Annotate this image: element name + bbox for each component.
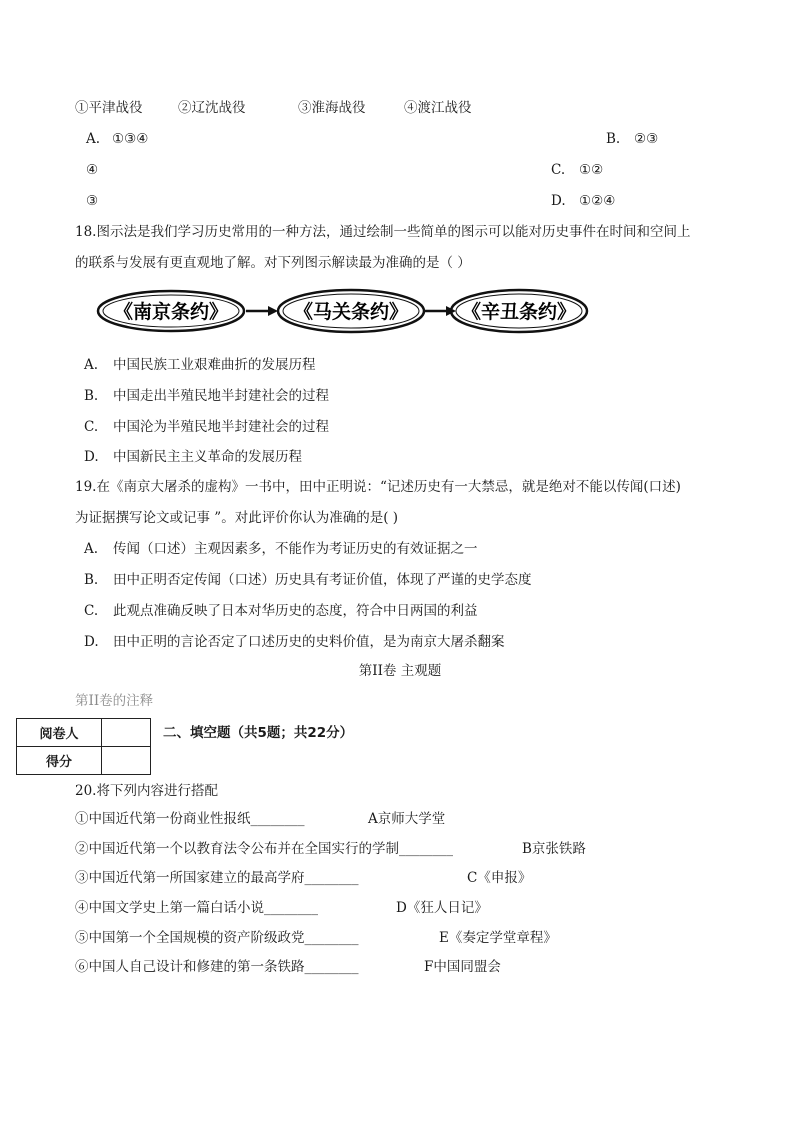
q20-right-item-a: A京师大学堂 xyxy=(368,811,446,827)
treaty-flow-diagram xyxy=(95,285,595,343)
q19-option-b-label: B. xyxy=(84,572,99,588)
q20-left-item-2: ②中国近代第一个以教育法令公布并在全国实行的学制________ xyxy=(75,841,453,857)
q17-option-c-continuation: ③ xyxy=(86,193,99,209)
q17-option-b-label: B. xyxy=(606,131,621,147)
q18-option-c-text: 中国沦为半殖民地半封建社会的过程 xyxy=(113,419,329,435)
diagram-treaty-nanjing: 《南京条约》 xyxy=(113,301,229,323)
q17-option-c-text: ①② xyxy=(579,162,604,178)
q20-left-item-6: ⑥中国人自己设计和修建的第一条铁路________ xyxy=(75,959,359,975)
q18-stem-line-1: 18.图示法是我们学习历史常用的一种方法，通过绘制一些简单的图示可以能对历史事件在时间和空间上 xyxy=(75,224,691,240)
q17-option-b-continuation: ④ xyxy=(86,162,99,178)
q20-left-item-5: ⑤中国第一个全国规模的资产阶级政党________ xyxy=(75,930,359,946)
q17-item-2: ②辽沈战役 xyxy=(178,100,246,116)
grader-field[interactable] xyxy=(102,719,151,747)
q19-stem-line-2: 为证据撰写论文或记事 ”。对此评价你认为准确的是( ) xyxy=(75,510,399,526)
q17-item-4: ④渡江战役 xyxy=(404,100,472,116)
q18-option-b-text: 中国走出半殖民地半封建社会的过程 xyxy=(113,388,329,404)
section-2-heading: 二、填空题（共5题；共22分） xyxy=(163,725,354,741)
q20-left-item-3: ③中国近代第一所国家建立的最高学府________ xyxy=(75,870,359,886)
q20-right-item-e: E《奏定学堂章程》 xyxy=(439,930,557,946)
q20-left-item-1: ①中国近代第一份商业性报纸________ xyxy=(75,811,305,827)
q19-option-d-text: 田中正明的言论否定了口述历史的史料价值，是为南京大屠杀翻案 xyxy=(113,634,505,650)
q18-option-a-text: 中国民族工业艰难曲折的发展历程 xyxy=(113,357,316,373)
q17-option-a-label: A. xyxy=(86,131,101,147)
q17-option-b-text: ②③ xyxy=(634,131,659,147)
q19-option-c-text: 此观点准确反映了日本对华历史的态度，符合中日两国的利益 xyxy=(113,603,478,619)
q18-option-d-label: D. xyxy=(84,449,99,465)
diagram-treaty-boxer: 《辛丑条约》 xyxy=(461,301,577,323)
q18-option-a-label: A. xyxy=(84,357,99,373)
q20-right-item-f: F中国同盟会 xyxy=(424,959,501,975)
q18-stem-line-2: 的联系与发展有更直观地了解。对下列图示解读最为准确的是（ ） xyxy=(75,255,471,271)
q20-left-item-4: ④中国文学史上第一篇白话小说________ xyxy=(75,900,318,916)
q17-item-3: ③淮海战役 xyxy=(298,100,366,116)
q19-option-d-label: D. xyxy=(84,634,99,650)
arrow-1-head xyxy=(268,306,278,316)
score-field[interactable] xyxy=(102,747,151,775)
q20-right-item-b: B京张铁路 xyxy=(522,841,586,857)
q17-option-a-text: ①③④ xyxy=(112,131,149,147)
q19-option-a-label: A. xyxy=(84,541,99,557)
q17-option-d-text: ①②④ xyxy=(579,193,616,209)
q18-option-b-label: B. xyxy=(84,388,99,404)
q19-option-c-label: C. xyxy=(84,603,99,619)
q19-option-b-text: 田中正明否定传闻（口述）历史具有考证价值，体现了严谨的史学态度 xyxy=(113,572,532,588)
section-2-note: 第II卷的注释 xyxy=(75,693,154,709)
q17-option-c-label: C. xyxy=(551,162,566,178)
q18-option-c-label: C. xyxy=(84,419,99,435)
diagram-treaty-shimonoseki: 《马关条约》 xyxy=(293,301,409,323)
q20-right-item-c: C《申报》 xyxy=(467,870,532,886)
q18-option-d-text: 中国新民主主义革命的发展历程 xyxy=(113,449,302,465)
section-2-title: 第II卷 主观题 xyxy=(358,663,442,679)
q20-stem: 20.将下列内容进行搭配 xyxy=(75,783,218,799)
q17-item-1: ①平津战役 xyxy=(75,100,143,116)
q20-right-item-d: D《狂人日记》 xyxy=(396,900,488,916)
score-label: 得分 xyxy=(17,747,102,775)
grader-label: 阅卷人 xyxy=(17,719,102,747)
q17-option-d-label: D. xyxy=(551,193,566,209)
q19-option-a-text: 传闻（口述）主观因素多，不能作为考证历史的有效证据之一 xyxy=(113,541,478,557)
grader-score-table xyxy=(16,718,151,775)
q19-stem-line-1: 19.在《南京大屠杀的虚构》一书中，田中正明说：“记述历史有一大禁忌，就是绝对不能以传闻(口述) xyxy=(75,479,681,495)
